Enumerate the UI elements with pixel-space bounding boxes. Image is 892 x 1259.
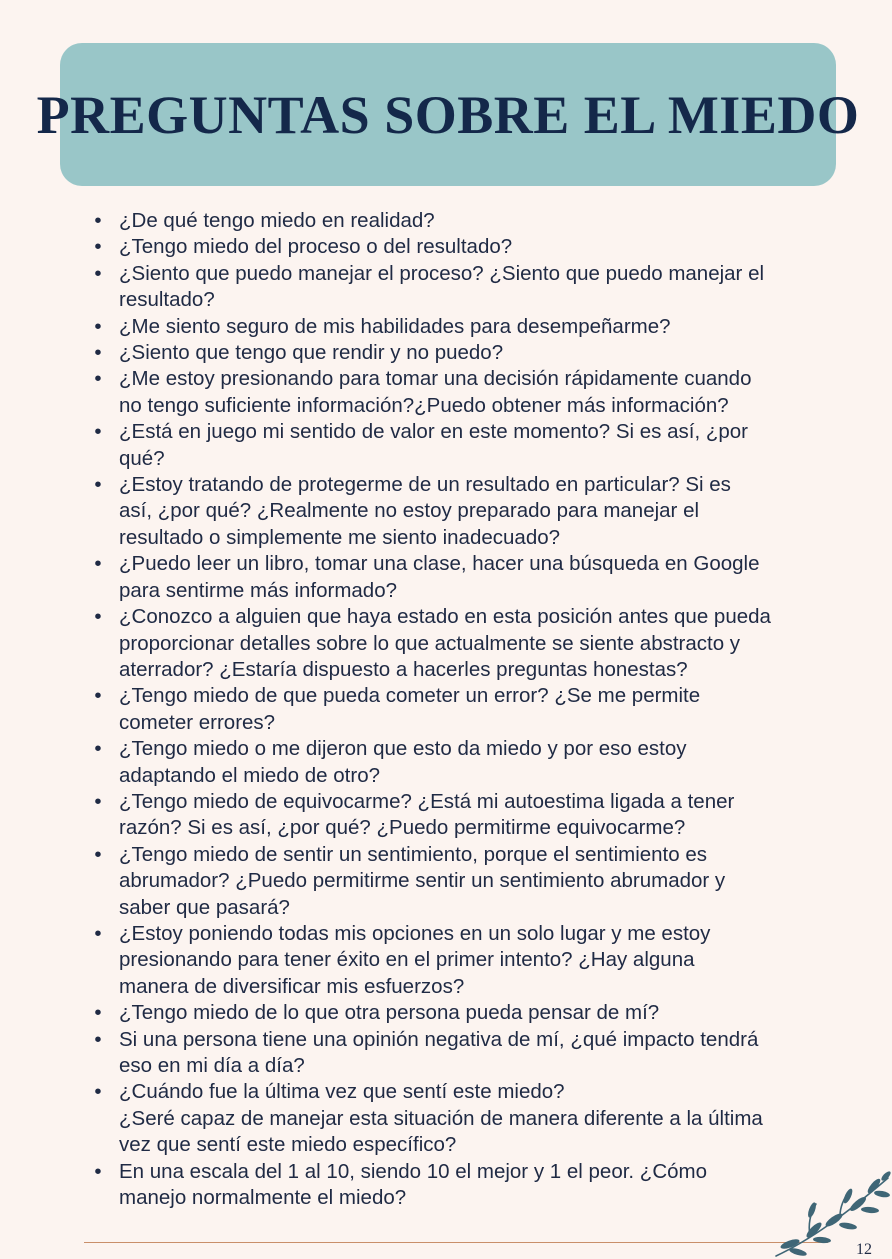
page-title: PREGUNTAS SOBRE EL MIEDO — [36, 84, 860, 145]
question-text-line: ¿Siento que puedo manejar el proceso? ¿Siento que puedo manejar el — [119, 261, 765, 285]
question-text-line: ¿Conozco a alguien que haya estado en esta posición antes que pueda — [119, 605, 771, 629]
question-text-line: ¿Puedo leer un libro, tomar una clase, hacer una búsqueda en Google — [119, 552, 760, 576]
bullet-point: • — [94, 341, 102, 365]
bullet-point: • — [94, 261, 102, 285]
question-item — [88, 683, 828, 736]
bullet-point: • — [94, 789, 102, 813]
question-item — [88, 340, 828, 366]
bullet-point: • — [94, 842, 102, 866]
question-list — [88, 208, 828, 1211]
question-text-line: proporcionar detalles sobre lo que actualmente se siente abstracto y — [119, 631, 741, 655]
bullet-point: • — [94, 235, 102, 259]
question-text-line: no tengo suficiente información?¿Puedo obtener más información? — [119, 393, 729, 417]
question-text-line: resultado o simplemente me siento inadecuado? — [119, 525, 561, 549]
question-text-line: para sentirme más informado? — [119, 578, 398, 602]
question-text-line: ¿Me siento seguro de mis habilidades para desempeñarme? — [119, 314, 671, 338]
question-text-line: ¿Seré capaz de manejar esta situación de manera diferente a la última — [119, 1106, 763, 1130]
footer-divider — [84, 1242, 828, 1243]
question-text-line: presionando para tener éxito en el primer intento? ¿Hay alguna — [119, 948, 695, 972]
bullet-point: • — [94, 684, 102, 708]
page-number: 12 — [856, 1241, 872, 1258]
question-item — [88, 472, 828, 551]
question-item — [88, 736, 828, 789]
question-item — [88, 789, 828, 842]
leaf-branch-icon — [770, 1170, 892, 1258]
question-item — [88, 261, 828, 314]
question-text-line: saber que pasará? — [119, 895, 290, 919]
question-text-line: ¿Está en juego mi sentido de valor en este momento? Si es así, ¿por — [119, 420, 748, 444]
question-text-line: ¿Tengo miedo de que pueda cometer un error? ¿Se me permite — [119, 684, 701, 708]
question-item — [88, 1159, 828, 1212]
question-text-line: adaptando el miedo de otro? — [119, 763, 381, 787]
question-item — [88, 366, 828, 419]
bullet-point: • — [94, 1159, 102, 1183]
bullet-point: • — [94, 420, 102, 444]
question-item — [88, 314, 828, 340]
bullet-point: • — [94, 605, 102, 629]
question-text-line: aterrador? ¿Estaría dispuesto a hacerles preguntas honestas? — [119, 657, 688, 681]
question-text-line: ¿De qué tengo miedo en realidad? — [119, 209, 435, 232]
title-banner — [36, 43, 860, 186]
question-item — [88, 1027, 828, 1080]
question-text-line: ¿Siento que tengo que rendir y no puedo? — [119, 341, 504, 365]
question-item — [88, 208, 828, 234]
question-text-line: ¿Tengo miedo o me dijeron que esto da miedo y por eso estoy — [119, 737, 687, 761]
question-text-line: razón? Si es así, ¿por qué? ¿Puedo permitirme equivocarme? — [119, 816, 686, 840]
question-item — [88, 604, 828, 683]
bullet-point: • — [94, 1027, 102, 1051]
question-text-line: ¿Tengo miedo de equivocarme? ¿Está mi autoestima ligada a tener — [119, 789, 735, 813]
bullet-point: • — [94, 552, 102, 576]
bullet-point: • — [94, 921, 102, 945]
bullet-point: • — [94, 314, 102, 338]
question-item — [88, 842, 828, 921]
question-text-line: resultado? — [119, 288, 215, 312]
question-text-line: cometer errores? — [119, 710, 276, 734]
question-text-line: ¿Tengo miedo de lo que otra persona pueda pensar de mí? — [119, 1001, 660, 1025]
question-item — [88, 921, 828, 1000]
question-text-line: Si una persona tiene una opinión negativa de mí, ¿qué impacto tendrá — [119, 1027, 759, 1051]
question-item — [88, 234, 828, 260]
bullet-point: • — [94, 737, 102, 761]
question-text-line: ¿Estoy tratando de protegerme de un resultado en particular? Si es — [119, 473, 731, 497]
bullet-point: • — [94, 473, 102, 497]
question-text-line: vez que sentí este miedo específico? — [119, 1133, 457, 1157]
question-item — [88, 551, 828, 604]
question-text-line: ¿Tengo miedo de sentir un sentimiento, porque el sentimiento es — [119, 842, 708, 866]
question-item — [88, 1000, 828, 1026]
bullet-point: • — [94, 209, 102, 232]
question-text-line: así, ¿por qué? ¿Realmente no estoy preparado para manejar el — [119, 499, 700, 523]
question-text-line: ¿Tengo miedo del proceso o del resultado? — [119, 235, 513, 259]
bullet-point: • — [94, 1080, 102, 1104]
question-text-line: manera de diversificar mis esfuerzos? — [119, 974, 465, 998]
bullet-point: • — [94, 367, 102, 391]
question-item — [88, 419, 828, 472]
question-text-line: ¿Estoy poniendo todas mis opciones en un solo lugar y me estoy — [119, 921, 711, 945]
question-text-line: manejo normalmente el miedo? — [119, 1186, 407, 1210]
question-text-line: En una escala del 1 al 10, siendo 10 el mejor y 1 el peor. ¿Cómo — [119, 1159, 708, 1183]
question-text-line: abrumador? ¿Puedo permitirme sentir un sentimiento abrumador y — [119, 869, 726, 893]
question-text-line: ¿Me estoy presionando para tomar una decisión rápidamente cuando — [119, 367, 752, 391]
bullet-point: • — [94, 1001, 102, 1025]
question-text-line: eso en mi día a día? — [119, 1054, 305, 1077]
question-item — [88, 1079, 828, 1158]
question-text-line: qué? — [119, 446, 165, 470]
question-text-line: ¿Cuándo fue la última vez que sentí este miedo? — [119, 1080, 565, 1104]
